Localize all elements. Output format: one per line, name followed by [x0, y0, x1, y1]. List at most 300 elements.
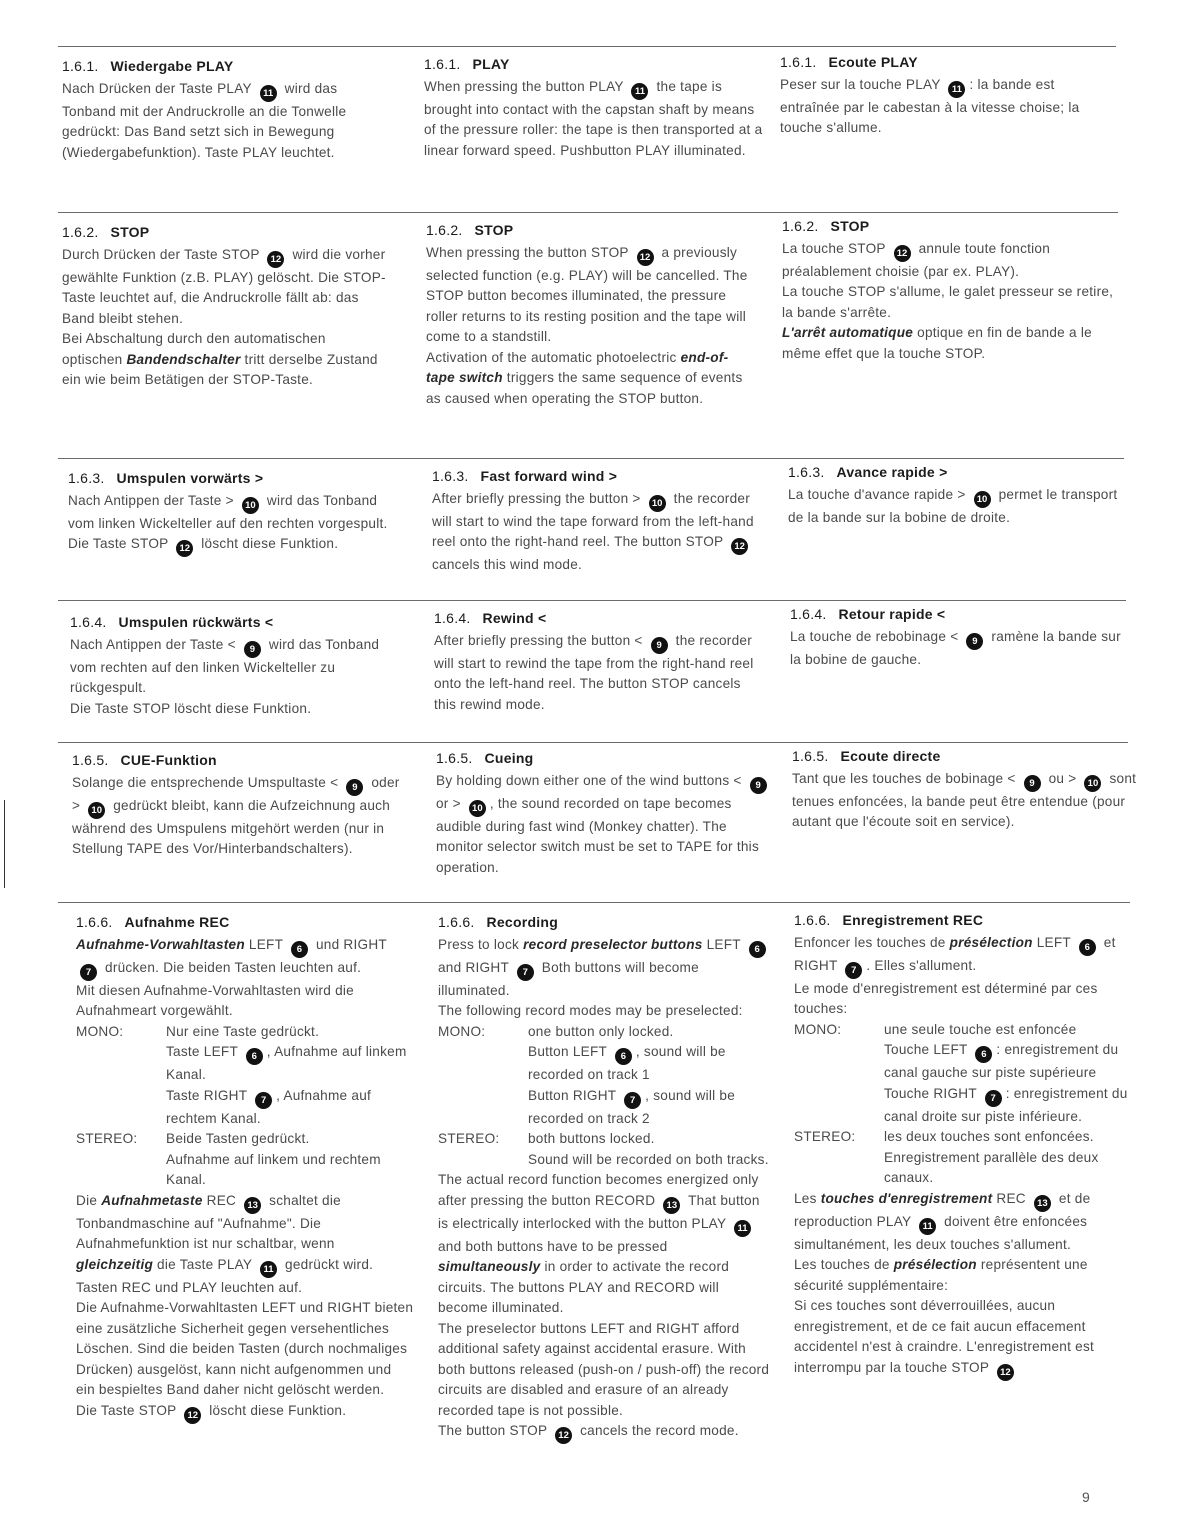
term-emphasis: présélection: [893, 1257, 977, 1272]
divider-rule: [58, 600, 1126, 601]
text-run: LEFT: [702, 936, 745, 952]
column-en: [438, 912, 770, 1444]
text-run: . Elles s'allument.: [866, 957, 977, 973]
body-paragraph: [434, 631, 754, 716]
body-paragraph: [782, 239, 1114, 283]
divider-rule: [58, 902, 1130, 903]
section-heading: [790, 604, 1135, 625]
text-run: LEFT: [244, 936, 287, 952]
button-ref-badge: 11: [948, 81, 965, 98]
text-run: Enregistrement parallèle des deux canaux.: [884, 1149, 1099, 1185]
term-emphasis: présélection: [949, 934, 1033, 950]
body-paragraph: [76, 935, 414, 981]
text-run: : la bande est entraînée par le cabestan à la vitesse choise; la touche s'allume.: [780, 76, 1080, 135]
section-number: 1.6.1.: [62, 58, 99, 74]
term-emphasis: touches d'enregistrement: [820, 1190, 993, 1206]
text-run: REC: [202, 1192, 241, 1208]
text-run: : enregistrement du canal droite sur piste inférieure.: [884, 1085, 1128, 1124]
button-ref-badge: 9: [750, 777, 767, 794]
mode-description: [166, 1129, 414, 1191]
page-number: 9: [1082, 1489, 1090, 1505]
button-ref-badge: 10: [88, 802, 105, 819]
text-run: the tape is brought into contact with the capstan shaft by means of the pressure roller: the tape is then transported at a linear forward speed. Pushbutton PLAY illuminated.: [424, 78, 763, 158]
section-title: Cueing: [484, 750, 534, 766]
text-run: the recorder will start to wind the tape forward from the left-hand reel onto the right-hand reel. The button STOP: [432, 490, 754, 549]
text-run: Press to lock: [438, 936, 524, 952]
body-paragraph: [76, 981, 414, 1022]
text-run: both buttons locked.: [528, 1131, 655, 1146]
button-ref-badge: 13: [244, 1197, 261, 1214]
body-paragraph: [782, 323, 1114, 364]
text-run: optique en fin de bande a le même effet que la touche STOP.: [782, 325, 1092, 361]
mode-label: MONO:: [794, 1021, 842, 1037]
text-run: une seule touche est enfoncée: [884, 1021, 1077, 1037]
term-emphasis: Aufnahmetaste: [101, 1192, 203, 1208]
body-paragraph: [76, 1191, 414, 1278]
section-heading: [782, 216, 1114, 237]
button-ref-badge: 11: [260, 1261, 277, 1278]
mode-description: [166, 1022, 414, 1130]
text-run: and both buttons have to be pressed: [438, 1238, 668, 1254]
section-number: 1.6.2.: [426, 222, 463, 238]
text-run: gedrückt bleibt, kann die Aufzeichnung auch während des Umspulens mitgehört werden (nur in Stellung TAPE des Vor/Hinterbandschalters).: [72, 797, 391, 856]
section-heading: [788, 462, 1133, 483]
section-number: 1.6.1.: [780, 54, 817, 70]
button-ref-badge: 13: [663, 1197, 680, 1214]
section-number: 1.6.6.: [438, 914, 475, 930]
text-run: and RIGHT: [438, 959, 513, 975]
mode-row: [794, 1020, 1139, 1128]
text-run: The actual record function becomes energized only after pressing the button RECORD: [438, 1172, 759, 1208]
button-ref-badge: 11: [734, 1220, 751, 1237]
term-emphasis: L'arrêt automatique: [782, 325, 914, 340]
column-en: [424, 54, 764, 161]
text-run: Nur eine Taste gedrückt.: [166, 1023, 320, 1039]
body-paragraph: [70, 635, 400, 699]
text-run: The button STOP: [438, 1423, 552, 1438]
section-heading: [72, 750, 402, 771]
text-run: Enfoncer les touches de: [794, 934, 950, 950]
column-fr: [780, 52, 1110, 139]
mode-label: MONO:: [438, 1023, 486, 1039]
section-heading: [426, 220, 756, 241]
section-number: 1.6.6.: [76, 914, 113, 930]
button-ref-badge: 12: [184, 1407, 201, 1424]
mode-description: [528, 1129, 770, 1170]
column-fr: [788, 462, 1133, 528]
body-paragraph: [76, 1401, 414, 1424]
mode-row: [76, 1022, 414, 1130]
text-run: Bei Abschaltung durch den automatischen optischen: [62, 331, 326, 367]
text-run: Solange die entsprechende Umspultaste <: [72, 774, 343, 790]
section-title: Ecoute PLAY: [828, 54, 918, 70]
body-paragraph: [62, 329, 387, 391]
text-run: La touche d'avance rapide >: [788, 486, 970, 502]
mode-item: [884, 1148, 1139, 1189]
text-run: Touche RIGHT: [884, 1085, 981, 1101]
body-paragraph: [438, 1319, 770, 1422]
button-ref-badge: 11: [919, 1218, 936, 1235]
mode-row: [438, 1022, 770, 1130]
text-run: schaltet die Tonbandmaschine auf "Aufnahme". Die Aufnahmefunktion ist nur schaltbar, wenn: [76, 1192, 341, 1251]
section-number: 1.6.3.: [432, 468, 469, 484]
section-title: STOP: [830, 218, 870, 234]
text-run: Durch Drücken der Taste STOP: [62, 246, 264, 262]
term-emphasis: gleichzeitig: [76, 1256, 154, 1272]
body-paragraph: [76, 1298, 414, 1401]
mode-row: [76, 1129, 414, 1191]
section-title: Rewind <: [482, 610, 547, 626]
text-run: By holding down either one of the wind buttons <: [436, 772, 746, 788]
text-run: ramène la bande sur la bobine de gauche.: [790, 628, 1121, 667]
column-fr: [794, 910, 1139, 1381]
section-title: Aufnahme REC: [124, 914, 230, 930]
text-run: Peser sur la touche PLAY: [780, 76, 945, 92]
text-run: When pressing the button STOP: [426, 244, 633, 260]
text-run: Nach Antippen der Taste <: [70, 636, 240, 652]
mode-item: [884, 1020, 1139, 1041]
mode-item: [166, 1150, 414, 1191]
section-title: STOP: [110, 224, 150, 240]
mode-row: [438, 1129, 770, 1170]
section-title: Avance rapide >: [836, 464, 948, 480]
section-heading: [70, 612, 400, 633]
text-run: La touche STOP: [782, 240, 890, 256]
section-heading: [780, 52, 1110, 73]
text-run: the recorder will start to rewind the tape from the right-hand reel onto the left-hand reel. The button STOP cancels this rewind mode.: [434, 632, 754, 712]
body-paragraph: [794, 1189, 1139, 1256]
text-run: ou >: [1044, 770, 1081, 786]
button-ref-badge: 9: [1024, 775, 1041, 792]
text-run: Tasten REC und PLAY leuchten auf.: [76, 1279, 303, 1295]
text-run: Aufnahme auf linkem und rechtem Kanal.: [166, 1151, 381, 1187]
mode-item: [166, 1042, 414, 1086]
text-run: LEFT: [1032, 934, 1075, 950]
body-paragraph: [426, 243, 756, 348]
text-run: Beide Tasten gedrückt.: [166, 1131, 310, 1146]
mode-description: [884, 1127, 1139, 1189]
button-ref-badge: 6: [291, 941, 308, 958]
section-title: Recording: [486, 914, 559, 930]
body-paragraph: [62, 79, 387, 164]
text-run: Die Taste STOP: [68, 536, 173, 551]
button-ref-badge: 12: [997, 1364, 1014, 1381]
term-emphasis: Bandendschalter: [126, 351, 241, 367]
section-title: Umspulen rückwärts <: [118, 614, 274, 630]
mode-label: STEREO:: [76, 1131, 138, 1146]
body-paragraph: [432, 489, 762, 576]
text-run: löscht diese Funktion.: [205, 1402, 347, 1418]
mode-item: [528, 1150, 770, 1171]
text-run: That button is electrically interlocked with the button PLAY: [438, 1192, 760, 1231]
text-run: Die Taste STOP: [76, 1402, 181, 1418]
column-de: [68, 468, 393, 557]
text-run: Taste LEFT: [166, 1044, 242, 1059]
text-run: doivent être enfoncées simultanément, les deux touches s'allument.: [794, 1213, 1088, 1252]
mode-label: STEREO:: [794, 1129, 856, 1144]
text-run: , sound will be recorded on track 1: [528, 1044, 726, 1082]
section-title: Fast forward wind >: [480, 468, 618, 484]
body-paragraph: [76, 1278, 414, 1299]
mode-item: [166, 1129, 414, 1150]
button-ref-badge: 9: [966, 633, 983, 650]
text-run: cancels this wind mode.: [432, 557, 583, 572]
text-run: Le mode d'enregistrement est déterminé par ces touches:: [794, 980, 1098, 1016]
text-run: sont tenues enfoncées, la bande peut être entendue (pour autant que l'écoute soit en service).: [792, 770, 1137, 829]
column-de: [76, 912, 414, 1424]
button-ref-badge: 6: [749, 941, 766, 958]
button-ref-badge: 12: [267, 251, 284, 268]
text-run: in order to activate the record circuits. The buttons PLAY and RECORD will become illuminated.: [438, 1259, 730, 1315]
section-number: 1.6.5.: [72, 752, 109, 768]
text-run: et de reproduction PLAY: [794, 1190, 1091, 1229]
mode-item: [528, 1042, 770, 1086]
button-ref-badge: 12: [637, 249, 654, 266]
text-run: Tant que les touches de bobinage <: [792, 770, 1020, 786]
column-fr: [792, 746, 1137, 833]
button-ref-badge: 6: [975, 1046, 992, 1063]
button-ref-badge: 10: [1084, 775, 1101, 792]
text-run: löscht diese Funktion.: [197, 536, 339, 551]
text-run: tritt derselbe Zustand ein wie beim Betätigen der STOP-Taste.: [62, 351, 378, 387]
text-run: When pressing the button PLAY: [424, 78, 628, 94]
text-run: Taste RIGHT: [166, 1087, 252, 1103]
body-paragraph: [438, 935, 770, 1002]
button-ref-badge: 7: [624, 1092, 641, 1109]
section-number: 1.6.2.: [62, 224, 99, 240]
text-run: or >: [436, 795, 465, 811]
text-run: Les: [794, 1190, 821, 1206]
mode-description: [528, 1022, 770, 1130]
mode-item: [528, 1022, 770, 1043]
mode-description: [884, 1020, 1139, 1128]
button-ref-badge: 7: [255, 1092, 272, 1109]
text-run: wird die vorher gewählte Funktion (z.B. PLAY) gelöscht. Die STOP-Taste leuchtet auf, die Andruckrolle fällt ab: das Band bleibt stehen.: [62, 246, 386, 326]
term-emphasis: Aufnahme-Vorwahltasten: [76, 936, 245, 952]
body-paragraph: [70, 699, 400, 720]
body-paragraph: [438, 1170, 770, 1319]
button-ref-badge: 13: [1034, 1195, 1051, 1212]
body-paragraph: [424, 77, 764, 162]
section-title: Umspulen vorwärts >: [116, 470, 264, 486]
text-run: Touche LEFT: [884, 1042, 972, 1057]
text-run: The following record modes may be preselected:: [438, 1003, 743, 1018]
button-ref-badge: 9: [651, 637, 668, 654]
body-paragraph: [436, 771, 771, 879]
section-number: 1.6.1.: [424, 56, 461, 72]
text-run: Activation of the automatic photoelectric: [426, 349, 681, 365]
body-paragraph: [788, 485, 1133, 529]
text-run: a previously selected function (e.g. PLAY) will be cancelled. The STOP button becomes illuminated, the pressure roller returns to its resting position and the tape will come to a standstill.: [426, 244, 748, 344]
text-run: gedrückt wird.: [281, 1256, 374, 1272]
body-paragraph: [62, 245, 387, 330]
section-number: 1.6.3.: [788, 464, 825, 480]
button-ref-badge: 12: [176, 540, 193, 557]
column-en: [432, 466, 762, 576]
section-heading: [794, 910, 1139, 931]
section-heading: [62, 222, 387, 243]
button-ref-badge: 12: [894, 245, 911, 262]
text-run: wird das Tonband mit der Andruckrolle an die Tonwelle gedrückt: Das Band setzt sich in Bewegung (Wiedergabefunktion). Taste PLAY leuchtet.: [62, 80, 347, 160]
section-number: 1.6.2.: [782, 218, 819, 234]
text-run: La touche STOP s'allume, le galet presseur se retire, la bande s'arrête.: [782, 284, 1114, 320]
button-ref-badge: 11: [260, 85, 277, 102]
body-paragraph: [790, 627, 1135, 671]
button-ref-badge: 12: [731, 538, 748, 555]
section-number: 1.6.4.: [70, 614, 107, 630]
mode-item: [166, 1022, 414, 1043]
button-ref-badge: 7: [985, 1090, 1002, 1107]
divider-rule: [58, 458, 1124, 459]
body-paragraph: [438, 1421, 770, 1444]
button-ref-badge: 7: [517, 964, 534, 981]
body-paragraph: [68, 491, 393, 535]
text-run: Nach Antippen der Taste >: [68, 492, 238, 508]
column-de: [62, 56, 387, 163]
mode-item: [884, 1040, 1139, 1084]
term-emphasis: record preselector buttons: [523, 936, 703, 952]
text-run: Die: [76, 1192, 102, 1208]
mode-item: [884, 1127, 1139, 1148]
section-number: 1.6.5.: [436, 750, 473, 766]
text-run: The preselector buttons LEFT and RIGHT afford additional safety against accidental erasure. With both buttons released (push-on / push-off) the record circuits are disabled and erasure of an already recorded tape is not possible.: [438, 1320, 770, 1418]
column-de: [62, 222, 387, 391]
mode-label: STEREO:: [438, 1131, 500, 1146]
text-run: triggers the same sequence of events as caused when operating the STOP button.: [426, 370, 743, 406]
body-paragraph: [794, 1296, 1139, 1381]
text-run: annule toute fonction préalablement choisie (par ex. PLAY).: [782, 240, 1051, 279]
body-paragraph: [782, 282, 1114, 323]
section-title: Wiedergabe PLAY: [110, 58, 234, 74]
column-en: [434, 608, 754, 715]
mode-item: [528, 1086, 770, 1130]
text-run: drücken. Die beiden Tasten leuchten auf.: [101, 959, 362, 975]
column-de: [70, 612, 400, 719]
button-ref-badge: 11: [631, 83, 648, 100]
text-run: , the sound recorded on tape becomes audible during fast wind (Monkey chatter). The monitor selector switch must be set to TAPE for this operation.: [436, 795, 760, 875]
button-ref-badge: 6: [246, 1048, 263, 1065]
section-number: 1.6.5.: [792, 748, 829, 764]
text-run: Button RIGHT: [528, 1087, 621, 1103]
text-run: Si ces touches sont déverrouillées, aucun enregistrement, et de ce fait aucun effacement accidentel n'est à craindre. L'enregistrement est interrompu par la touche STOP: [794, 1298, 1095, 1375]
section-heading: [792, 746, 1137, 767]
text-run: Button LEFT: [528, 1044, 611, 1059]
text-run: wird das Tonband vom rechten auf den linken Wickelteller zu rückgespult.: [70, 636, 380, 695]
body-paragraph: [438, 1001, 770, 1022]
divider-rule: [58, 742, 1128, 743]
button-ref-badge: 10: [974, 491, 991, 508]
column-de: [72, 750, 402, 860]
body-paragraph: [68, 534, 393, 557]
text-run: one button only locked.: [528, 1023, 674, 1039]
text-run: Both buttons will become illuminated.: [438, 959, 699, 998]
mode-row: [794, 1127, 1139, 1189]
text-run: , Aufnahme auf rechtem Kanal.: [166, 1087, 372, 1126]
section-title: CUE-Funktion: [120, 752, 217, 768]
text-run: Nach Drücken der Taste PLAY: [62, 80, 256, 96]
section-heading: [432, 466, 762, 487]
text-run: , Aufnahme auf linkem Kanal.: [166, 1044, 407, 1082]
section-title: STOP: [474, 222, 514, 238]
term-emphasis: end-of-tape switch: [426, 349, 729, 385]
section-title: Enregistrement REC: [842, 912, 984, 928]
body-paragraph: [426, 348, 756, 410]
button-ref-badge: 12: [555, 1427, 572, 1444]
section-heading: [438, 912, 770, 933]
button-ref-badge: 7: [845, 962, 862, 979]
section-number: 1.6.6.: [794, 912, 831, 928]
text-run: , sound will be recorded on track 2: [528, 1087, 736, 1126]
section-title: Ecoute directe: [840, 748, 941, 764]
section-heading: [68, 468, 393, 489]
section-title: Retour rapide <: [838, 606, 946, 622]
body-paragraph: [780, 75, 1110, 139]
section-number: 1.6.4.: [790, 606, 827, 622]
button-ref-badge: 9: [244, 641, 261, 658]
section-heading: [434, 608, 754, 629]
text-run: cancels the record mode.: [576, 1423, 739, 1438]
text-run: les deux touches sont enfoncées.: [884, 1129, 1094, 1144]
text-run: Mit diesen Aufnahme-Vorwahltasten wird die Aufnahmeart vorgewählt.: [76, 982, 354, 1018]
section-number: 1.6.4.: [434, 610, 471, 626]
column-fr: [790, 604, 1135, 670]
margin-mark: [4, 800, 5, 888]
section-number: 1.6.3.: [68, 470, 105, 486]
button-ref-badge: 10: [649, 495, 666, 512]
column-en: [436, 748, 771, 878]
mode-item: [884, 1084, 1139, 1128]
divider-rule: [58, 212, 1118, 213]
button-ref-badge: 6: [615, 1048, 632, 1065]
column-en: [426, 220, 756, 409]
section-heading: [62, 56, 387, 77]
text-run: REC: [992, 1190, 1030, 1206]
button-ref-badge: 9: [346, 779, 363, 796]
body-paragraph: [794, 933, 1139, 979]
column-fr: [782, 216, 1114, 364]
divider-rule: [58, 46, 1116, 47]
section-heading: [76, 912, 414, 933]
body-paragraph: [72, 773, 402, 860]
text-run: After briefly pressing the button >: [432, 490, 645, 506]
section-heading: [436, 748, 771, 769]
text-run: After briefly pressing the button <: [434, 632, 647, 648]
text-run: : enregistrement du canal gauche sur piste supérieure: [884, 1042, 1119, 1080]
text-run: La touche de rebobinage <: [790, 628, 963, 644]
button-ref-badge: 6: [1079, 939, 1096, 956]
text-run: permet le transport de la bande sur la bobine de droite.: [788, 486, 1118, 525]
mode-label: MONO:: [76, 1023, 124, 1039]
text-run: und RIGHT: [311, 936, 387, 952]
body-paragraph: [794, 1255, 1139, 1296]
text-run: Die Taste STOP löscht diese Funktion.: [70, 700, 312, 716]
body-paragraph: [792, 769, 1137, 833]
mode-item: [528, 1129, 770, 1150]
text-run: et RIGHT: [794, 934, 1116, 973]
text-run: Die Aufnahme-Vorwahltasten LEFT und RIGHT bieten eine zusätzliche Sicherheit gegen versehentliches Löschen. Sind die beiden Tasten (durch nochmaliges Drücken) ausgelöst, kann nicht aufgenommen und ein bespieltes Band daher nicht gelöscht werden.: [76, 1300, 414, 1397]
text-run: représentent une sécurité supplémentaire:: [794, 1257, 1088, 1293]
text-run: wird das Tonband vom linken Wickelteller auf den rechten vorgespult.: [68, 492, 388, 531]
text-run: Sound will be recorded on both tracks.: [528, 1151, 769, 1167]
button-ref-badge: 10: [242, 497, 259, 514]
text-run: Les touches de: [794, 1257, 894, 1272]
section-title: PLAY: [472, 56, 510, 72]
text-run: oder >: [72, 774, 400, 813]
body-paragraph: [794, 979, 1139, 1020]
button-ref-badge: 7: [80, 964, 97, 981]
section-heading: [424, 54, 764, 75]
term-emphasis: simultaneously: [438, 1259, 541, 1274]
